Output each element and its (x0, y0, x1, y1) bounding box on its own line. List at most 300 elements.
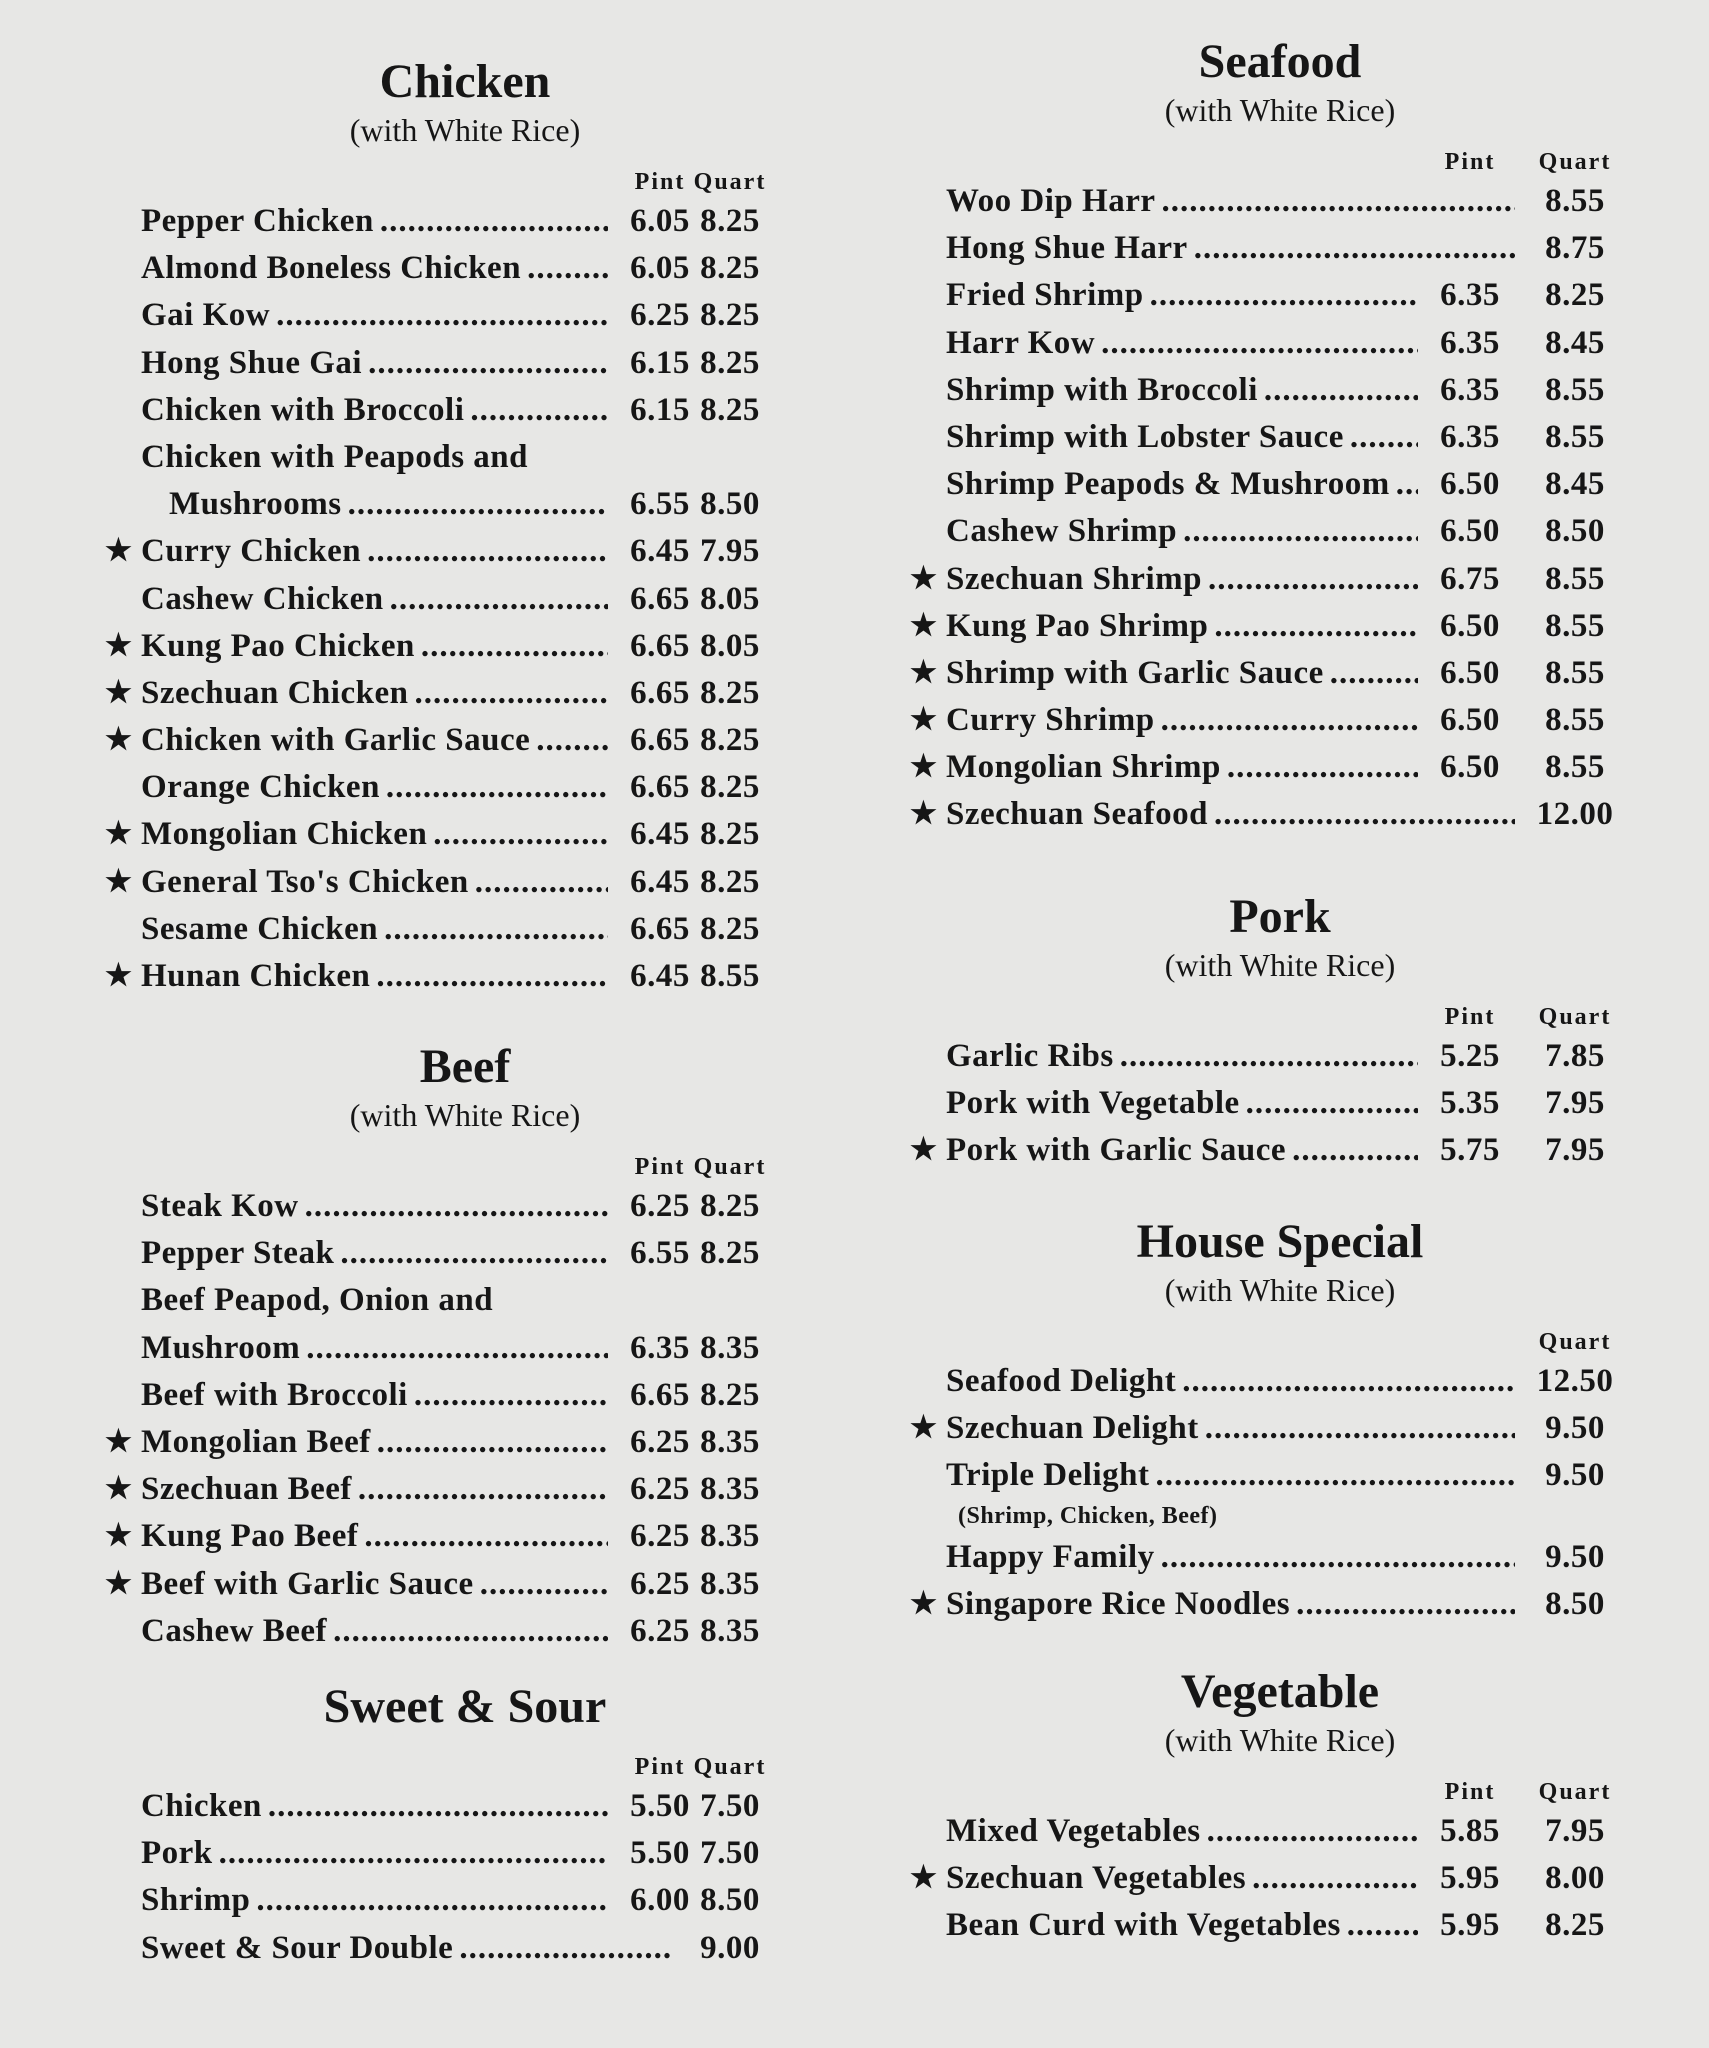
dot-leader (1347, 1907, 1418, 1944)
section-house-special (910, 1215, 1650, 1629)
pint-price: 6.25 (630, 297, 690, 334)
menu-item (105, 1326, 825, 1373)
quart-price: 8.35 (700, 1565, 760, 1602)
menu-item (910, 509, 1650, 556)
item-name (141, 1788, 608, 1825)
quart-price: 8.00 (1545, 1860, 1605, 1897)
pint-price: 6.65 (630, 1376, 690, 1413)
item-name (141, 533, 608, 570)
menu-item (910, 1582, 1650, 1629)
item-name (946, 325, 1418, 362)
section-seafood (910, 35, 1650, 840)
dot-leader (384, 911, 608, 948)
item-name (141, 1424, 608, 1461)
dot-leader (364, 1518, 608, 1555)
quart-price: 8.35 (700, 1612, 760, 1649)
item-name-text: Cashew Shrimp (946, 513, 1178, 550)
item-name-text: General Tso's Chicken (141, 863, 469, 900)
menu-item (105, 577, 825, 624)
menu-item (910, 1535, 1650, 1582)
menu-item (105, 1878, 825, 1925)
pint-price: 6.45 (630, 863, 690, 900)
item-name (946, 561, 1418, 598)
quart-price: 8.50 (1545, 513, 1605, 550)
spicy-star-icon: ★ (105, 864, 133, 898)
spicy-star-icon: ★ (105, 1472, 133, 1506)
dot-leader (358, 1471, 608, 1508)
item-name (141, 1235, 608, 1272)
menu-item (105, 1784, 825, 1831)
item-name (946, 608, 1418, 645)
dot-leader (421, 628, 608, 665)
dot-leader (276, 297, 608, 334)
menu-item (910, 1501, 1650, 1535)
menu-item (910, 651, 1650, 698)
pint-price: 5.95 (1440, 1860, 1500, 1897)
dot-leader (414, 675, 608, 712)
item-name-text: Mongolian Chicken (141, 816, 428, 853)
dot-leader (1296, 1586, 1515, 1623)
pint-price: 6.50 (1440, 654, 1500, 691)
pint-price: 6.50 (1440, 749, 1500, 786)
item-name-text: Orange Chicken (141, 769, 380, 806)
item-name (141, 1377, 608, 1414)
menu-item (910, 1081, 1650, 1128)
menu-item (910, 557, 1650, 604)
quart-price: 8.25 (1545, 1907, 1605, 1944)
menu-item (910, 1903, 1650, 1950)
item-name-text: Shrimp with Lobster Sauce (946, 418, 1344, 455)
item-name-text: Mixed Vegetables (946, 1813, 1201, 1849)
dot-leader (386, 769, 608, 806)
section-subtitle: (with White Rice) (1164, 1272, 1396, 1308)
dot-leader (1162, 183, 1516, 220)
section-title: Seafood (1198, 35, 1362, 88)
section-title: Sweet & Sour (323, 1680, 607, 1733)
spicy-star-icon: ★ (105, 534, 133, 568)
item-name-text: Mongolian Beef (141, 1423, 371, 1460)
menu-item (105, 482, 825, 529)
quart-price: 8.05 (700, 627, 760, 664)
item-name-text: Hong Shue Gai (141, 344, 363, 381)
quart-price: 9.50 (1545, 1410, 1605, 1447)
spicy-star-icon: ★ (910, 1861, 938, 1895)
item-name (946, 466, 1418, 503)
dot-leader (1120, 1038, 1418, 1075)
quart-price: 8.25 (700, 344, 760, 381)
item-name-text: Shrimp Peapods & Mushroom (946, 466, 1390, 503)
item-name-text: Chicken with Garlic Sauce (141, 722, 531, 759)
item-name-text: Chicken (141, 1788, 262, 1824)
pint-price: 6.25 (630, 1471, 690, 1508)
item-name (946, 1038, 1418, 1075)
quart-price: 8.55 (1545, 607, 1605, 644)
quart-price: 8.25 (700, 769, 760, 806)
pint-price: 6.65 (630, 769, 690, 806)
quart-price: 8.25 (700, 391, 760, 428)
spicy-star-icon: ★ (910, 561, 938, 595)
item-name-text: Mushroom (141, 1329, 301, 1366)
quart-price: 8.35 (700, 1518, 760, 1555)
quart-price: 8.25 (700, 722, 760, 759)
spicy-star-icon: ★ (910, 655, 938, 689)
item-name-text: Cashew Chicken (141, 580, 384, 617)
dot-leader (480, 1566, 608, 1603)
quart-header: Quart (1538, 1004, 1612, 1030)
spicy-star-icon: ★ (105, 675, 133, 709)
menu-item (910, 1809, 1650, 1856)
price-column-headers (105, 163, 825, 199)
pint-header: Pint (1444, 149, 1496, 175)
dot-leader (1161, 702, 1418, 739)
item-name (141, 581, 608, 618)
quart-price: 7.95 (1545, 1813, 1605, 1849)
spicy-star-icon: ★ (910, 1133, 938, 1167)
menu-item (105, 1420, 825, 1467)
pint-price: 6.35 (1440, 324, 1500, 361)
dot-leader (340, 1235, 608, 1272)
item-name-text: Kung Pao Shrimp (946, 607, 1209, 644)
dot-leader (433, 816, 608, 853)
item-name-text: Mongolian Shrimp (946, 749, 1221, 786)
quart-price: 8.25 (700, 1188, 760, 1224)
spicy-star-icon: ★ (105, 817, 133, 851)
pint-price: 6.15 (630, 391, 690, 428)
price-column-headers (105, 1148, 825, 1184)
quart-header: Quart (1538, 149, 1612, 175)
menu-item (910, 415, 1650, 462)
price-column-headers (910, 143, 1650, 179)
menu-item (105, 199, 825, 246)
item-name (946, 1132, 1418, 1169)
pint-price: 5.95 (1440, 1907, 1500, 1944)
item-name-text: Curry Chicken (141, 533, 362, 570)
quart-price: 8.25 (700, 297, 760, 334)
pint-price: 6.25 (630, 1518, 690, 1555)
dot-leader (256, 1882, 608, 1919)
dot-leader (475, 864, 608, 901)
quart-price: 8.45 (1545, 324, 1605, 361)
menu-item (910, 745, 1650, 792)
quart-price: 7.85 (1545, 1038, 1605, 1074)
pint-price: 6.25 (630, 1188, 690, 1224)
item-name (141, 1330, 608, 1367)
pint-price: 5.75 (1440, 1132, 1500, 1169)
item-name (141, 297, 608, 334)
menu-item (105, 1467, 825, 1514)
quart-price: 9.00 (700, 1929, 760, 1966)
item-name-text: Singapore Rice Noodles (946, 1585, 1291, 1622)
quart-price: 12.00 (1536, 796, 1614, 833)
menu-item (910, 698, 1650, 745)
menu-item (910, 1406, 1650, 1453)
menu-item (105, 718, 825, 765)
section-beef (105, 1040, 825, 1656)
menu-item (105, 246, 825, 293)
item-name (141, 675, 608, 712)
item-name (169, 486, 608, 523)
menu-item (105, 907, 825, 954)
quart-price: 8.25 (700, 250, 760, 287)
pint-price: 6.50 (1440, 702, 1500, 739)
menu-item (105, 1231, 825, 1278)
quart-price: 9.50 (1545, 1457, 1605, 1494)
item-name (946, 372, 1418, 409)
pint-price: 6.05 (630, 203, 690, 239)
section-title: House Special (1136, 1215, 1424, 1268)
pint-price: 6.25 (630, 1612, 690, 1649)
quart-price: 8.25 (700, 674, 760, 711)
item-name-text: Harr Kow (946, 324, 1096, 361)
item-name (946, 1085, 1418, 1122)
item-name-text: Kung Pao Beef (141, 1518, 359, 1555)
dot-leader (390, 581, 608, 618)
item-name-text: Happy Family (946, 1538, 1155, 1575)
section-title: Beef (419, 1040, 511, 1093)
item-name-text: Pepper Steak (141, 1235, 335, 1272)
item-name (141, 864, 608, 901)
pint-header: Pint (634, 1754, 686, 1780)
dot-leader (367, 533, 608, 570)
menu-item (105, 624, 825, 671)
dot-leader (459, 1930, 670, 1967)
dot-leader (368, 345, 608, 382)
menu-item (105, 341, 825, 388)
dot-leader (1396, 466, 1418, 503)
menu-item (910, 226, 1650, 273)
pint-header: Pint (634, 1154, 686, 1180)
quart-price: 8.25 (700, 816, 760, 853)
dot-leader (1183, 513, 1418, 550)
item-name (141, 1882, 608, 1919)
pint-price: 6.45 (630, 816, 690, 853)
item-name (946, 513, 1418, 550)
pint-price: 6.75 (1440, 560, 1500, 597)
section-title: Pork (1229, 890, 1331, 943)
section-sweet-sour (105, 1680, 825, 1973)
item-name-text: Chicken with Broccoli (141, 391, 465, 428)
dot-leader (219, 1835, 608, 1872)
menu-item (105, 860, 825, 907)
item-name (946, 419, 1418, 456)
dot-leader (1246, 1085, 1418, 1122)
quart-price: 8.50 (1545, 1585, 1605, 1622)
item-name-text: Beef with Broccoli (141, 1376, 408, 1413)
quart-price: 8.55 (1545, 749, 1605, 786)
menu-item (910, 273, 1650, 320)
item-name (946, 796, 1515, 833)
spicy-star-icon: ★ (105, 628, 133, 662)
item-name-text: Sesame Chicken (141, 910, 379, 947)
pint-price: 6.50 (1440, 607, 1500, 644)
item-name (946, 277, 1418, 314)
dot-leader (333, 1613, 608, 1650)
menu-item (910, 462, 1650, 509)
menu-item (105, 954, 825, 1001)
quart-header: Quart (693, 169, 767, 195)
menu-item (105, 671, 825, 718)
item-name (946, 230, 1515, 267)
item-name-text: Mushrooms (169, 486, 342, 523)
pint-price: 5.25 (1440, 1038, 1500, 1074)
item-name-text: Almond Boneless Chicken (141, 250, 522, 287)
quart-price: 8.55 (1545, 560, 1605, 597)
dot-leader (1252, 1860, 1418, 1897)
spicy-star-icon: ★ (105, 1566, 133, 1600)
dot-leader (1150, 277, 1418, 314)
spicy-star-icon: ★ (105, 723, 133, 757)
menu-item (910, 1856, 1650, 1903)
menu-item (910, 179, 1650, 226)
item-name-text: Fried Shrimp (946, 277, 1144, 314)
dot-leader (1205, 1410, 1515, 1447)
pint-price: 6.15 (630, 344, 690, 381)
pint-header: Pint (1444, 1004, 1496, 1030)
spicy-star-icon: ★ (910, 750, 938, 784)
item-name-text: Beef Peapod, Onion and (141, 1282, 494, 1319)
dot-leader (380, 203, 608, 240)
pint-price: 6.65 (630, 627, 690, 664)
dot-leader (470, 392, 608, 429)
item-name (141, 816, 608, 853)
quart-price: 8.55 (1545, 371, 1605, 408)
item-name (141, 628, 608, 665)
quart-price: 8.55 (1545, 654, 1605, 691)
item-name-text: Hunan Chicken (141, 958, 371, 994)
item-name (946, 1539, 1515, 1576)
item-name-text: Pork with Garlic Sauce (946, 1132, 1287, 1169)
quart-price: 7.95 (1545, 1085, 1605, 1122)
menu-item (105, 529, 825, 576)
item-name (141, 1471, 608, 1508)
spicy-star-icon: ★ (910, 797, 938, 831)
item-name (946, 1410, 1515, 1447)
quart-price: 8.50 (700, 1882, 760, 1919)
section-title: Vegetable (1180, 1665, 1380, 1718)
quart-price: 8.25 (700, 1235, 760, 1272)
quart-price: 9.50 (1545, 1538, 1605, 1575)
quart-price: 8.35 (700, 1423, 760, 1460)
pint-price: 5.35 (1440, 1085, 1500, 1122)
pint-price: 6.50 (1440, 466, 1500, 503)
menu-item (910, 368, 1650, 415)
pint-price: 6.05 (630, 250, 690, 287)
quart-price: 7.50 (700, 1835, 760, 1872)
menu-item (105, 293, 825, 340)
pint-price: 6.65 (630, 674, 690, 711)
item-name-text: Szechuan Beef (141, 1471, 352, 1508)
pint-price: 6.35 (1440, 418, 1500, 455)
menu-item (105, 388, 825, 435)
pint-price: 6.25 (630, 1423, 690, 1460)
item-name (946, 1457, 1515, 1494)
quart-header: Quart (1538, 1329, 1612, 1355)
item-name (141, 250, 608, 287)
item-name (141, 911, 608, 948)
quart-price: 7.50 (700, 1788, 760, 1824)
pint-price: 6.65 (630, 580, 690, 617)
section-subtitle: (with White Rice) (1164, 947, 1396, 983)
dot-leader (1214, 796, 1515, 833)
spicy-star-icon: ★ (910, 703, 938, 737)
pint-price: 6.50 (1440, 513, 1500, 550)
pint-header: Pint (1444, 1779, 1496, 1805)
item-name-text: Pork (141, 1835, 213, 1872)
item-name (141, 392, 608, 429)
quart-price: 8.50 (700, 486, 760, 523)
item-name (141, 1518, 608, 1555)
pint-price: 6.35 (1440, 277, 1500, 314)
quart-price: 12.50 (1536, 1363, 1614, 1399)
dot-leader (1227, 749, 1418, 786)
menu-item (105, 1514, 825, 1561)
pint-price: 6.65 (630, 722, 690, 759)
menu-item (105, 1373, 825, 1420)
item-name-text: Hong Shue Harr (946, 230, 1188, 267)
item-note: (Shrimp, Chicken, Beef) (958, 1502, 1218, 1529)
item-name-text: Chicken with Peapods and (141, 438, 529, 475)
item-name-text: Triple Delight (946, 1457, 1150, 1494)
item-name-text: Cashew Beef (141, 1612, 328, 1649)
dot-leader (306, 1330, 608, 1367)
item-name (141, 203, 608, 240)
section-vegetable (910, 1665, 1650, 1951)
menu-item (910, 1359, 1650, 1406)
item-name-text: Seafood Delight (946, 1363, 1177, 1399)
quart-price: 8.75 (1545, 230, 1605, 267)
pint-price: 5.50 (630, 1835, 690, 1872)
menu-item (910, 604, 1650, 651)
dot-leader (1182, 1363, 1515, 1400)
quart-price: 8.25 (700, 863, 760, 900)
pint-price: 6.55 (630, 486, 690, 523)
item-name-text: Steak Kow (141, 1188, 299, 1224)
pint-header: Pint (634, 169, 686, 195)
spicy-star-icon: ★ (910, 608, 938, 642)
spicy-star-icon: ★ (105, 959, 133, 992)
item-name (946, 1363, 1515, 1400)
quart-price: 8.25 (700, 910, 760, 947)
item-name (946, 1860, 1418, 1897)
section-pork (910, 890, 1650, 1176)
item-name (141, 1282, 493, 1319)
item-name-text: Szechuan Delight (946, 1410, 1199, 1447)
pint-price: 6.25 (630, 1565, 690, 1602)
pint-price: 6.00 (630, 1882, 690, 1919)
item-name (141, 722, 608, 759)
section-title: Chicken (379, 55, 551, 108)
section-subtitle: (with White Rice) (1164, 92, 1396, 128)
dot-leader (1292, 1132, 1418, 1169)
pint-price: 6.45 (630, 958, 690, 994)
menu-item (910, 792, 1650, 839)
item-name (141, 769, 608, 806)
item-name (946, 1813, 1418, 1850)
dot-leader (1214, 608, 1418, 645)
menu-item (105, 1926, 825, 1973)
item-name-text: Shrimp (141, 1882, 251, 1919)
dot-leader (268, 1788, 608, 1825)
price-column-headers (910, 998, 1650, 1034)
price-column-headers (910, 1323, 1650, 1359)
section-subtitle: (with White Rice) (1164, 1722, 1396, 1758)
item-name-text: Szechuan Vegetables (946, 1860, 1247, 1897)
quart-price: 8.35 (700, 1471, 760, 1508)
item-name-text: Shrimp with Garlic Sauce (946, 654, 1324, 691)
quart-price: 7.95 (700, 533, 760, 570)
item-name (141, 345, 608, 382)
dot-leader (1264, 372, 1418, 409)
